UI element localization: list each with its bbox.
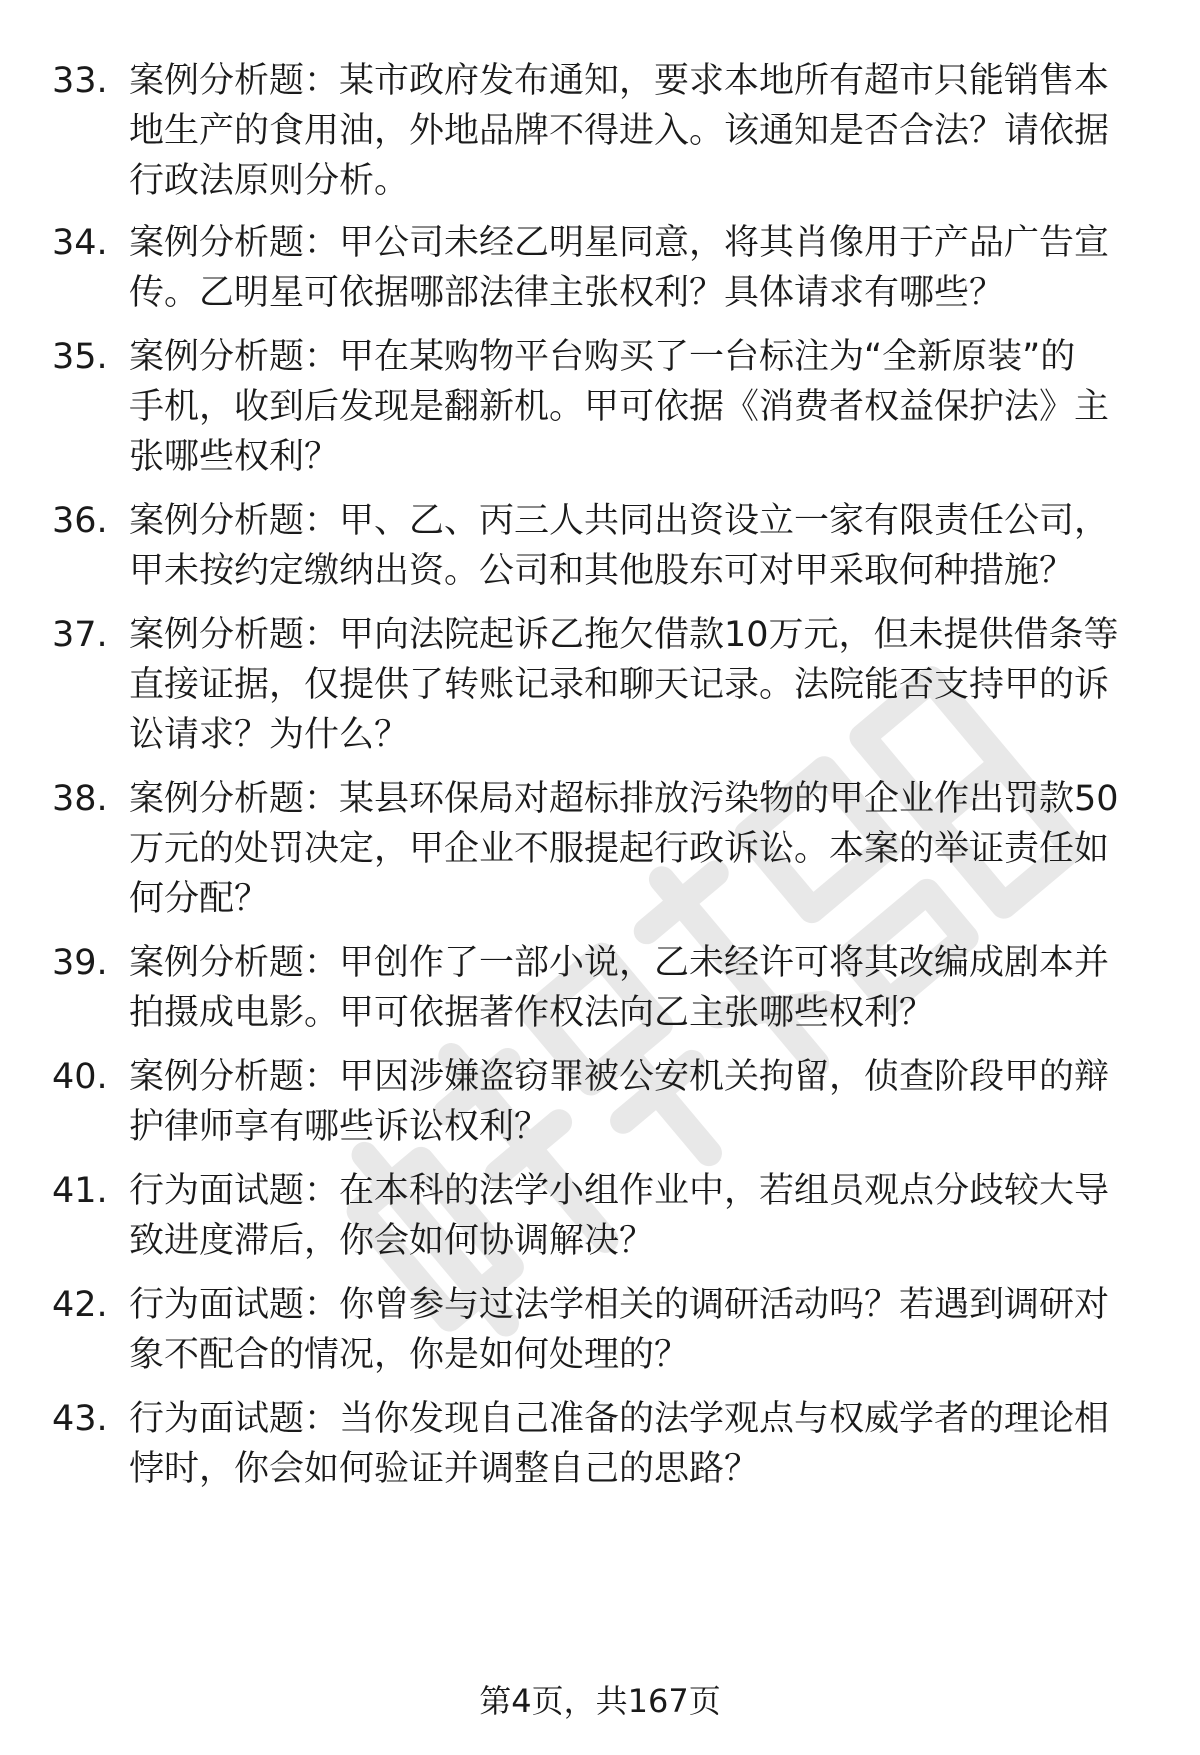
question-text xyxy=(129,56,1149,206)
page-footer xyxy=(0,1678,1200,1724)
question-line: 手机，收到后发现是翻新机。甲可依据《消费者权益保护法》主 xyxy=(129,387,1110,427)
question-text xyxy=(129,496,1149,596)
question-line: 甲未按约定缴纳出资。公司和其他股东可对甲采取何种措施？ xyxy=(129,551,1075,591)
question-line: 致进度滞后，你会如何协调解决？ xyxy=(129,1221,655,1261)
question-number: 42. xyxy=(52,1285,108,1325)
question-line: 案例分析题：甲公司未经乙明星同意，将其肖像用于产品广告宣 xyxy=(129,223,1110,263)
question-line: 案例分析题：甲因涉嫌盗窃罪被公安机关拘留，侦查阶段甲的辩 xyxy=(129,1057,1110,1097)
question-number: 34. xyxy=(52,223,108,263)
question-line: 案例分析题：甲、乙、丙三人共同出资设立一家有限责任公司， xyxy=(129,501,1110,541)
question-number: 37. xyxy=(52,615,108,655)
question-number: 43. xyxy=(52,1399,108,1439)
question-line: 直接证据，仅提供了转账记录和聊天记录。法院能否支持甲的诉 xyxy=(129,665,1110,705)
question-line: 行为面试题：你曾参与过法学相关的调研活动吗？若遇到调研对 xyxy=(129,1285,1110,1325)
question-line: 案例分析题：某县环保局对超标排放污染物的甲企业作出罚款50 xyxy=(129,779,1119,819)
question-line: 传。乙明星可依据哪部法律主张权利？具体请求有哪些？ xyxy=(129,273,1005,313)
question-line: 地生产的食用油，外地品牌不得进入。该通知是否合法？请依据 xyxy=(129,111,1110,151)
question-line: 行政法原则分析。 xyxy=(129,161,410,201)
question-number: 36. xyxy=(52,501,108,541)
question-number: 35. xyxy=(52,337,108,377)
question-line: 拍摄成电影。甲可依据著作权法向乙主张哪些权利？ xyxy=(129,993,935,1033)
question-line: 讼请求？为什么？ xyxy=(129,715,410,755)
question-line: 案例分析题：甲在某购物平台购买了一台标注为“全新原装”的 xyxy=(129,337,1076,377)
question-text xyxy=(129,218,1149,318)
question-line: 案例分析题：甲向法院起诉乙拖欠借款10万元，但未提供借条等 xyxy=(129,615,1119,655)
question-line: 行为面试题：当你发现自己准备的法学观点与权威学者的理论相 xyxy=(129,1399,1110,1439)
question-number: 38. xyxy=(52,779,108,819)
question-line: 案例分析题：某市政府发布通知，要求本地所有超市只能销售本 xyxy=(129,61,1110,101)
question-line: 行为面试题：在本科的法学小组作业中，若组员观点分歧较大导 xyxy=(129,1171,1110,1211)
question-text xyxy=(129,938,1149,1038)
question-line: 张哪些权利？ xyxy=(129,437,340,477)
question-number: 39. xyxy=(52,943,108,983)
question-text xyxy=(129,332,1149,482)
question-text xyxy=(129,774,1149,924)
question-text xyxy=(129,1394,1149,1494)
question-text xyxy=(129,1052,1149,1152)
question-line: 何分配？ xyxy=(129,879,270,919)
question-line: 案例分析题：甲创作了一部小说，乙未经许可将其改编成剧本并 xyxy=(129,943,1110,983)
question-line: 护律师享有哪些诉讼权利？ xyxy=(129,1107,550,1147)
question-text xyxy=(129,1166,1149,1266)
question-line: 象不配合的情况，你是如何处理的？ xyxy=(129,1335,690,1375)
question-text xyxy=(129,1280,1149,1380)
question-line: 万元的处罚决定，甲企业不服提起行政诉讼。本案的举证责任如 xyxy=(129,829,1110,869)
page-number-label: 第4页，共167页 xyxy=(479,1682,721,1720)
question-number: 33. xyxy=(52,61,108,101)
question-number: 41. xyxy=(52,1171,108,1211)
question-number: 40. xyxy=(52,1057,108,1097)
question-line: 悖时，你会如何验证并调整自己的思路？ xyxy=(129,1449,760,1489)
question-text xyxy=(129,610,1149,760)
